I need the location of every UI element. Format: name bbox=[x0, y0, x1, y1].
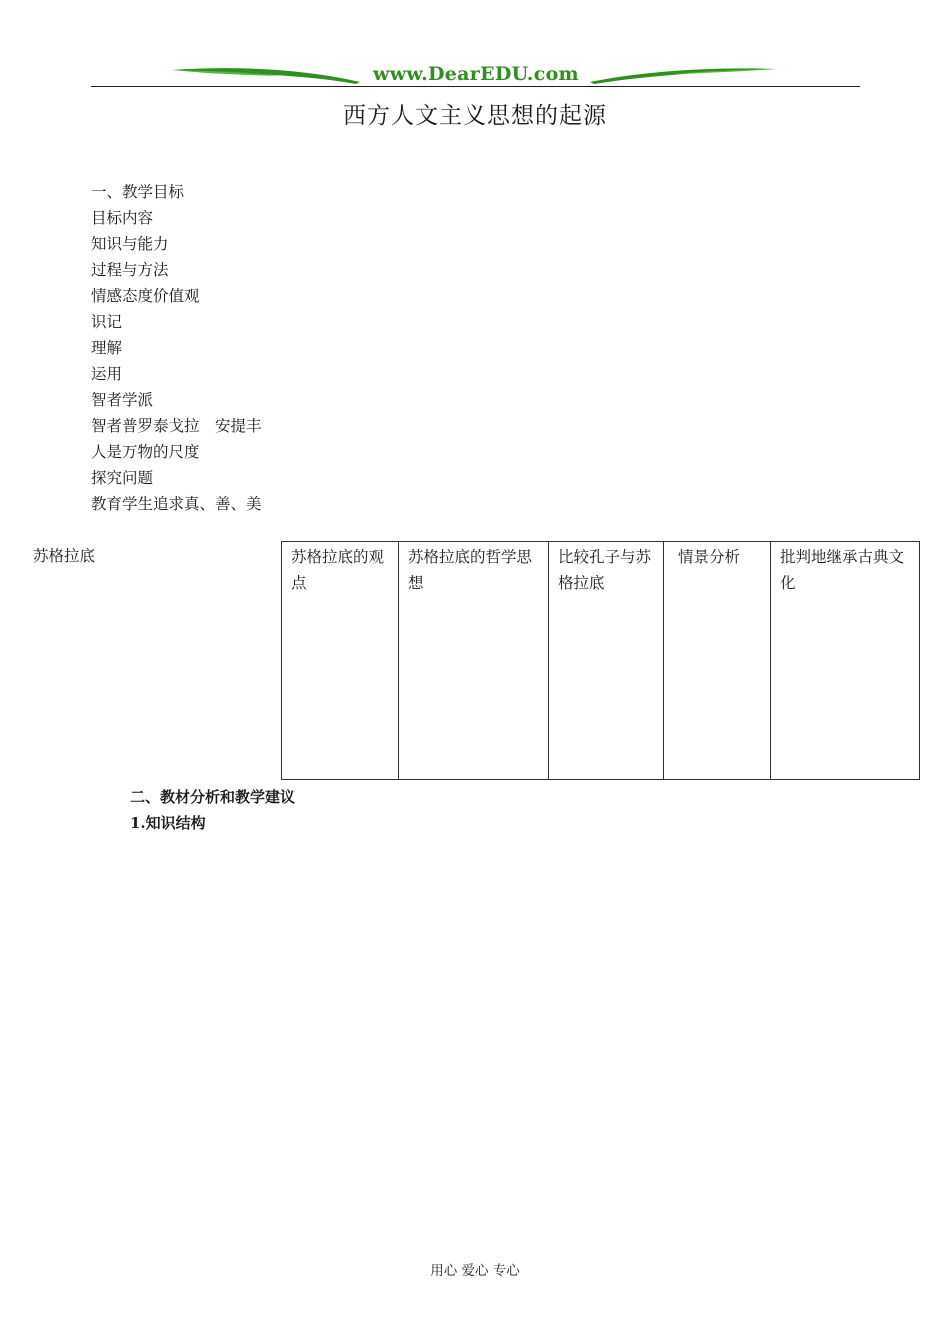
page-footer: 用心 爱心 专心 bbox=[430, 1263, 520, 1279]
logo-text: www.DearEDU.com bbox=[373, 63, 579, 85]
goal-item: 智者普罗泰戈拉 安提丰 bbox=[91, 417, 262, 435]
socrates-table bbox=[281, 541, 920, 780]
goal-item: 探究问题 bbox=[91, 469, 154, 487]
table-cell: 苏格拉底的哲学思想 bbox=[399, 542, 549, 780]
goal-item: 教育学生追求真、善、美 bbox=[91, 495, 262, 513]
goal-item: 过程与方法 bbox=[91, 261, 169, 279]
goal-item: 识记 bbox=[91, 313, 123, 331]
header-rule bbox=[91, 86, 860, 87]
goal-item: 目标内容 bbox=[91, 209, 154, 227]
table-cell: 比较孔子与苏格拉底 bbox=[549, 542, 664, 780]
goal-item: 情感态度价值观 bbox=[91, 287, 200, 305]
goal-item: 人是万物的尺度 bbox=[91, 443, 200, 461]
goal-item: 运用 bbox=[91, 365, 123, 383]
goals-heading: 一、教学目标 bbox=[91, 183, 185, 201]
socrates-label: 苏格拉底 bbox=[33, 547, 96, 565]
goal-item: 知识与能力 bbox=[91, 235, 169, 253]
goal-item: 理解 bbox=[91, 339, 123, 357]
table-row bbox=[282, 542, 920, 780]
table-cell: 苏格拉底的观点 bbox=[282, 542, 399, 780]
section-subheading: 1.知识结构 bbox=[130, 814, 206, 832]
page-title: 西方人文主义思想的起源 bbox=[343, 103, 607, 129]
table-cell: 批判地继承古典文化 bbox=[771, 542, 920, 780]
section-heading: 二、教材分析和教学建议 bbox=[130, 788, 296, 806]
dearedu-logo bbox=[170, 62, 780, 88]
table-cell: 情景分析 bbox=[664, 542, 771, 780]
goal-item: 智者学派 bbox=[91, 391, 154, 409]
teaching-goals-list bbox=[91, 179, 262, 517]
